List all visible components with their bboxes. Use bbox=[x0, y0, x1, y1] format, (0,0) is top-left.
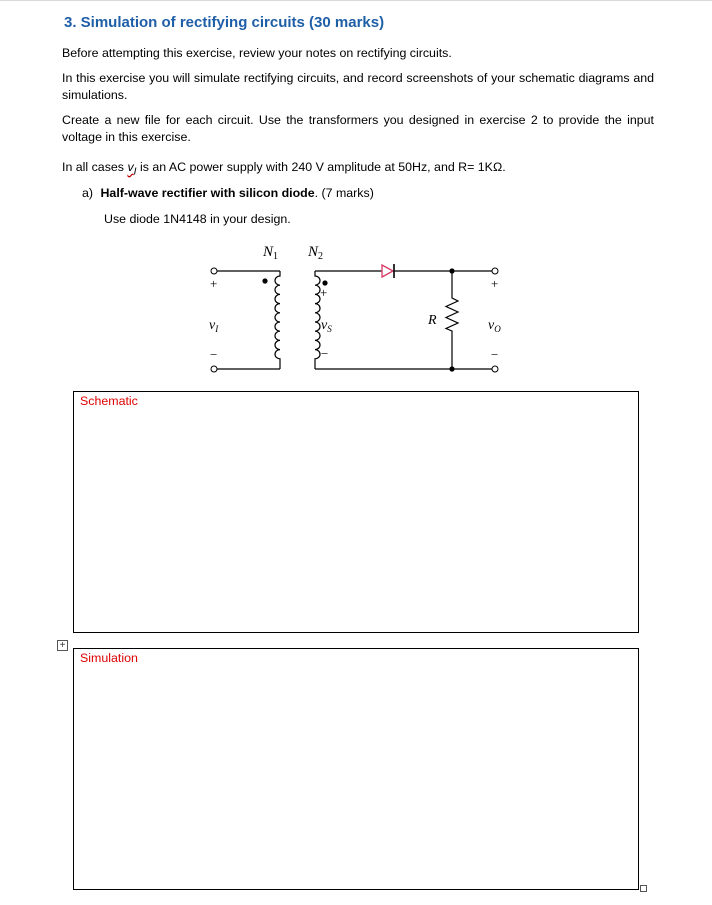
vs-label: $v_S$ bbox=[321, 318, 332, 334]
primary-polarity-dot bbox=[262, 278, 267, 283]
primary-coil bbox=[275, 271, 280, 369]
diode-instruction: Use diode 1N4148 in your design. bbox=[104, 212, 291, 226]
primary-bottom-terminal bbox=[211, 366, 217, 372]
output-top-terminal bbox=[492, 268, 498, 274]
simulation-label: Simulation bbox=[80, 651, 138, 665]
diode-symbol bbox=[382, 265, 393, 277]
output-minus-sign: − bbox=[491, 347, 499, 362]
intro-paragraph: Before attempting this exercise, review your notes on rectifying circuits. bbox=[62, 46, 452, 60]
secondary-plus-sign: + bbox=[320, 285, 328, 300]
table-move-handle-icon[interactable]: + bbox=[57, 640, 68, 651]
vo-label: $v_O$ bbox=[488, 318, 501, 334]
primary-minus-sign: − bbox=[210, 347, 218, 362]
simulate-paragraph: In this exercise you will simulate rectifying circuits, and record screenshots of your schematic diagrams and simulations. bbox=[62, 71, 654, 102]
page-top-border bbox=[0, 0, 712, 1]
exercise-heading: 3. Simulation of rectifying circuits (30 marks) bbox=[64, 14, 385, 31]
list-item-a bbox=[82, 186, 374, 200]
n2-label: $N_2$ bbox=[308, 244, 324, 262]
list-item-marks: . (7 marks) bbox=[314, 186, 374, 200]
input-voltage-symbol: $v_I$ bbox=[127, 160, 137, 178]
half-wave-rectifier-circuit bbox=[195, 240, 525, 380]
conditions-paragraph: In all cases $v_I$ is an AC power supply with 240 V amplitude at 50Hz, and R= 1KΩ. bbox=[62, 160, 506, 178]
output-plus-sign: + bbox=[491, 276, 499, 291]
load-resistor bbox=[446, 271, 458, 369]
n1-label: $N_1$ bbox=[263, 244, 279, 262]
schematic-label: Schematic bbox=[80, 394, 138, 408]
secondary-minus-sign: − bbox=[321, 346, 329, 361]
r-label: R bbox=[428, 313, 437, 328]
table-resize-handle-icon[interactable] bbox=[640, 885, 647, 892]
list-item-title: Half-wave rectifier with silicon diode bbox=[100, 186, 315, 200]
schematic-box[interactable] bbox=[73, 391, 639, 633]
vi-label: $v_I$ bbox=[209, 318, 219, 334]
output-bottom-terminal bbox=[492, 366, 498, 372]
list-item-letter: a) bbox=[82, 186, 94, 200]
primary-top-terminal bbox=[211, 268, 217, 274]
new-file-paragraph: Create a new file for each circuit. Use the transformers you designed in exercise 2 to provide the input voltage in this exercise. bbox=[62, 113, 654, 144]
primary-plus-sign: + bbox=[210, 276, 218, 291]
simulation-box[interactable] bbox=[73, 648, 639, 890]
